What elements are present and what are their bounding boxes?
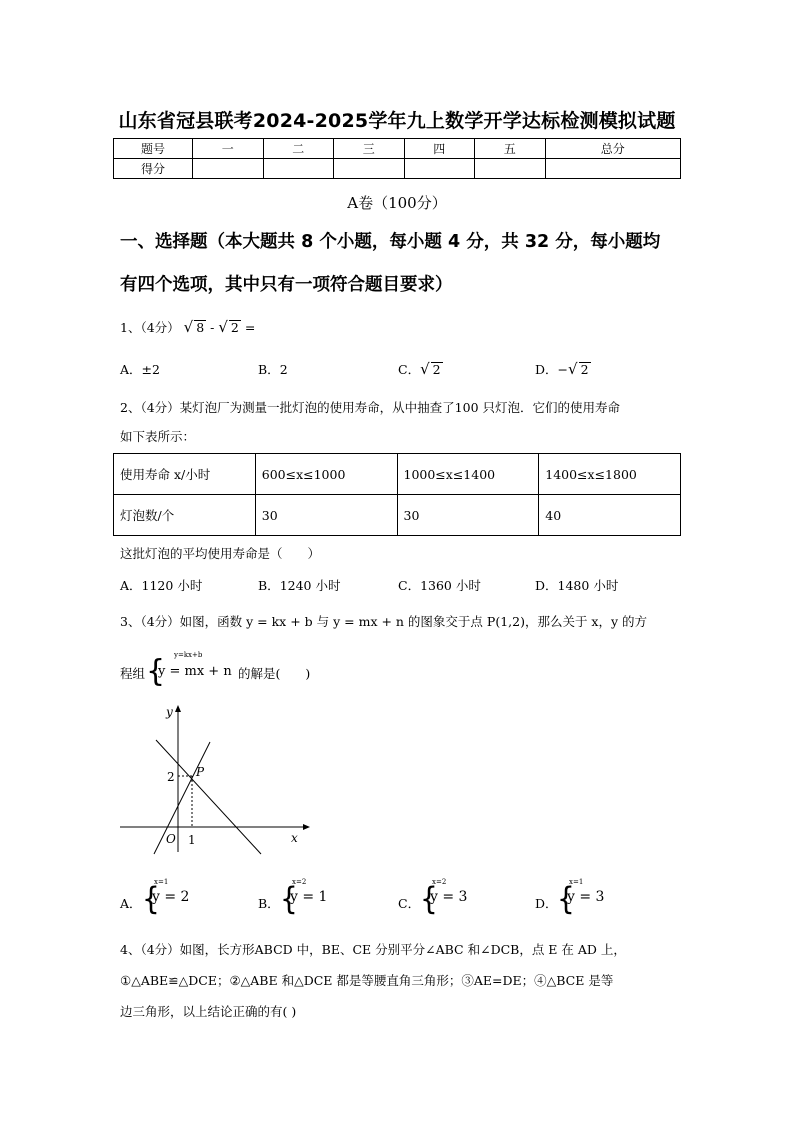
score-table (113, 138, 681, 179)
option-label: A． (120, 896, 142, 911)
option-top-equation: x=1 (154, 878, 169, 886)
system-top-equation: y=kx+b (174, 651, 203, 659)
option-label: D． (535, 362, 558, 377)
x-tick-label: 1 (188, 833, 196, 847)
table-cell: 1400≤x≤1800 (539, 454, 681, 495)
score-cell[interactable] (545, 159, 681, 179)
q2-option-c[interactable] (398, 576, 481, 594)
option-label: A． (120, 578, 142, 593)
section-a-title: A卷（100分） (347, 194, 447, 212)
score-table-header-row (114, 139, 681, 159)
question-4-line2: ①△ABE≌△DCE；②△ABE 和△DCE 都是等腰直角三角形；③AE=DE；④△BCE 是等 (120, 973, 614, 988)
score-header-cell: 五 (475, 139, 546, 159)
sqrt-symbol: √ (218, 318, 228, 336)
option-label: B． (258, 362, 280, 377)
score-header-cell: 三 (334, 139, 405, 159)
system-prefix: 程组 (120, 666, 146, 681)
option-label: C． (398, 896, 421, 911)
radicand: 8 (196, 320, 205, 335)
option-label: A． (120, 362, 142, 377)
option-top-equation: x=2 (432, 878, 447, 886)
option-bottom-equation: y = 2 (152, 889, 190, 905)
q1-option-b[interactable] (258, 360, 288, 378)
option-text: 1480 小时 (557, 578, 619, 593)
y-axis-label: y (166, 705, 173, 719)
option-text: 2 (432, 362, 441, 377)
option-label: C． (398, 578, 421, 593)
brace-symbol: { (557, 880, 575, 917)
table-cell: 30 (255, 495, 397, 536)
question-4-line1: 4、（4分）如图，长方形ABCD 中，BE、CE 分别平分∠ABC 和∠DCB，点 E 在 AD 上， (120, 942, 626, 957)
q1-option-a[interactable] (120, 360, 160, 378)
score-header-cell: 总分 (545, 139, 681, 159)
question-2-line2: 如下表所示： (120, 429, 196, 444)
option-bottom-equation: y = 3 (567, 889, 605, 905)
score-header-cell: 题号 (114, 139, 193, 159)
option-label: B． (258, 896, 280, 911)
score-header-cell: 四 (404, 139, 475, 159)
score-header-cell: 一 (193, 139, 264, 159)
option-text: 1240 小时 (279, 578, 341, 593)
y-tick-label: 2 (167, 770, 175, 784)
option-label: B． (258, 578, 280, 593)
option-label: D． (535, 896, 558, 911)
system-suffix: 的解是( ) (238, 666, 311, 681)
option-text: 2 (279, 362, 288, 377)
brace-symbol: { (142, 880, 160, 917)
option-bottom-equation: y = 1 (290, 889, 328, 905)
q3-option-b[interactable] (258, 878, 358, 920)
q1-option-d[interactable] (535, 360, 591, 378)
table-cell: 30 (397, 495, 539, 536)
question-2-prompt: 这批灯泡的平均使用寿命是（ ） (120, 546, 321, 561)
q2-option-d[interactable] (535, 576, 618, 594)
sqrt-symbol: √ (420, 360, 430, 378)
table-row (114, 454, 681, 495)
option-text: ±2 (141, 362, 160, 377)
question-1 (120, 318, 255, 336)
radicand: 2 (230, 320, 239, 335)
system-bottom-equation: y = mx + n (158, 664, 232, 679)
line-kx-plus-b (154, 742, 210, 854)
option-top-equation: x=1 (569, 878, 584, 886)
option-top-equation: x=2 (292, 878, 307, 886)
question-3-line2 (120, 651, 520, 690)
score-cell[interactable] (334, 159, 405, 179)
table-cell: 灯泡数/个 (114, 495, 256, 536)
score-row-label: 得分 (114, 159, 193, 179)
q3-option-c[interactable] (398, 878, 498, 920)
origin-label: O (166, 832, 176, 846)
option-text: 1120 小时 (141, 578, 203, 593)
score-table-score-row (114, 159, 681, 179)
brace-symbol: { (420, 880, 438, 917)
option-text: 1360 小时 (420, 578, 481, 593)
x-axis-label: x (291, 831, 298, 845)
section-heading-line1: 一、选择题（本大题共 8 个小题，每小题 4 分，共 32 分，每小题均 (120, 232, 661, 252)
score-cell[interactable] (263, 159, 334, 179)
option-bottom-equation: y = 3 (430, 889, 468, 905)
question-2-line1: 2、（4分）某灯泡厂为测量一批灯泡的使用寿命，从中抽查了100 只灯泡．它们的使用寿命 (120, 400, 620, 415)
table-cell: 1000≤x≤1400 (397, 454, 539, 495)
minus-sign: − (557, 362, 569, 377)
question-1-prefix: 1、（4分） (120, 320, 180, 335)
score-cell[interactable] (193, 159, 264, 179)
score-header-cell: 二 (263, 139, 334, 159)
x-axis-arrow (303, 824, 310, 830)
point-p-label: P (196, 765, 205, 779)
function-graph (118, 702, 318, 860)
table-cell: 使用寿命 x/小时 (114, 454, 256, 495)
page-title: 山东省冠县联考2024-2025学年九上数学开学达标检测模拟试题 (118, 110, 676, 132)
question-3-line1: 3、（4分）如图，函数 y = kx + b 与 y = mx + n 的图象交于点 P(1,2)，那么关于 x，y 的方 (120, 614, 648, 629)
option-label: C． (398, 362, 421, 377)
section-heading-line2: 有四个选项，其中只有一项符合题目要求） (120, 275, 453, 295)
score-cell[interactable] (404, 159, 475, 179)
option-label: D． (535, 578, 558, 593)
lifespan-table (113, 453, 681, 536)
sqrt-symbol: √ (568, 360, 578, 378)
brace-symbol: { (280, 880, 298, 917)
score-cell[interactable] (475, 159, 546, 179)
question-4-line3: 边三角形，以上结论正确的有( ) (120, 1004, 297, 1019)
option-text: 2 (580, 362, 589, 377)
q2-option-b[interactable] (258, 576, 340, 594)
brace-symbol: { (146, 654, 166, 689)
sqrt-symbol: √ (183, 318, 194, 336)
equals-sign: = (240, 320, 256, 335)
q1-option-c[interactable] (398, 360, 443, 378)
table-cell: 40 (539, 495, 681, 536)
y-axis-arrow (175, 705, 181, 712)
table-cell: 600≤x≤1000 (255, 454, 397, 495)
minus-sign: - (206, 320, 219, 335)
q3-option-a[interactable] (120, 878, 220, 920)
q2-option-a[interactable] (120, 576, 202, 594)
table-row (114, 495, 681, 536)
q3-option-d[interactable] (535, 878, 635, 920)
